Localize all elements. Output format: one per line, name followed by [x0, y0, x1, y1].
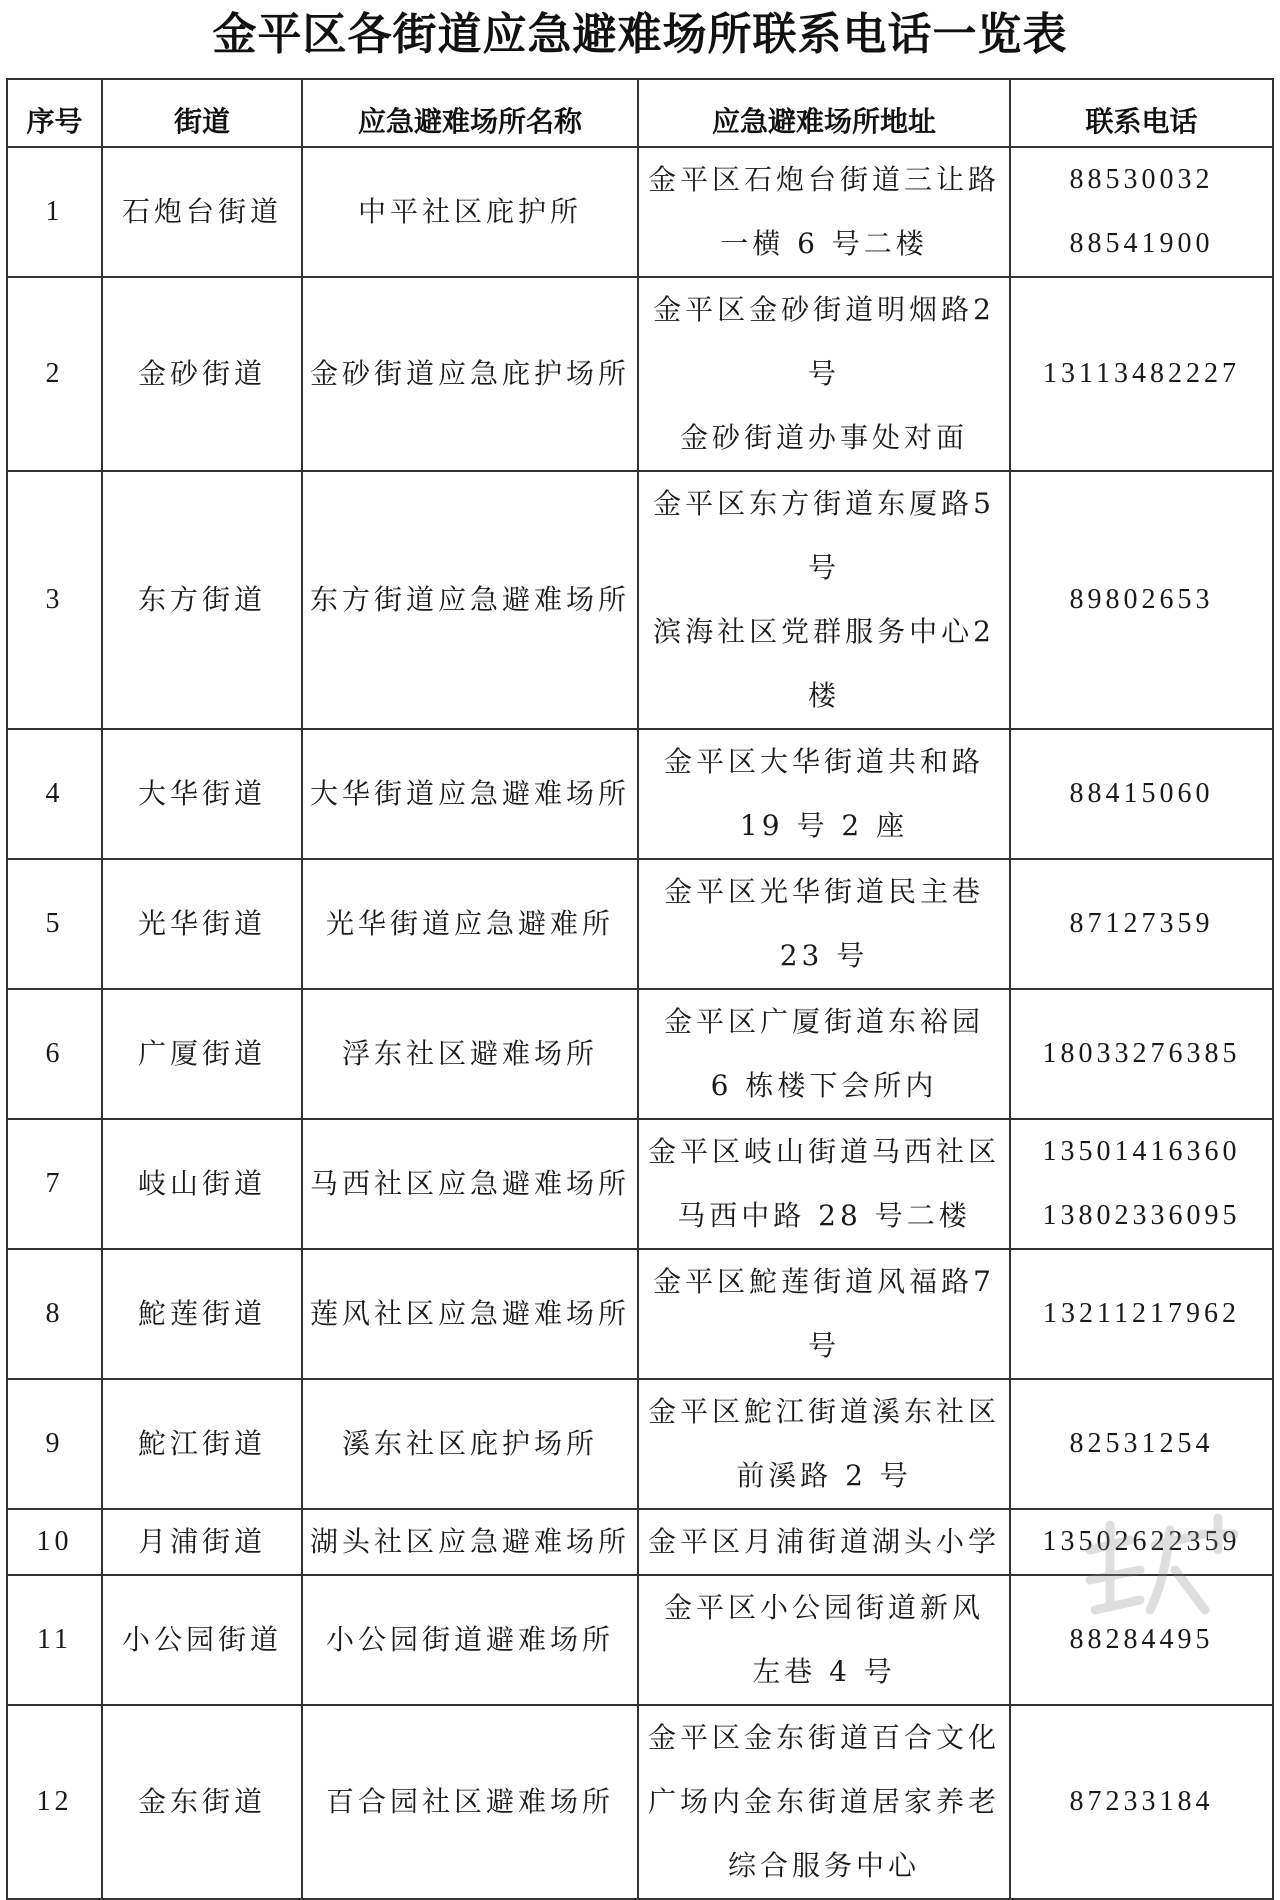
phone-number: 82531254: [1069, 1428, 1214, 1459]
header-shelter-name: 应急避难场所名称: [302, 79, 638, 147]
cell-index: 4: [7, 729, 102, 859]
phone-number: 88415060: [1069, 778, 1214, 809]
cell-phone: [1010, 989, 1273, 1119]
address-line: 一横 6 号二楼: [720, 227, 928, 260]
cell-shelter-name: 浮东社区避难场所: [302, 989, 638, 1119]
phone-number: 13113482227: [1043, 358, 1240, 389]
address-line: 左巷 4 号: [752, 1655, 896, 1688]
cell-index: 10: [7, 1509, 102, 1575]
cell-street: 小公园街道: [102, 1575, 302, 1705]
cell-phone: [1010, 471, 1273, 729]
cell-index: 7: [7, 1119, 102, 1249]
cell-phone: [1010, 1705, 1273, 1899]
cell-shelter-address: [638, 1379, 1010, 1509]
address-line: 6 栋楼下会所内: [710, 1069, 938, 1102]
header-shelter-address: 应急避难场所地址: [638, 79, 1010, 147]
address-line: 广场内金东街道居家养老: [647, 1785, 1000, 1818]
cell-shelter-name: 马西社区应急避难场所: [302, 1119, 638, 1249]
phone-number: 18033276385: [1042, 1038, 1241, 1069]
cell-street: 光华街道: [102, 859, 302, 989]
table-row: [7, 1705, 1273, 1899]
address-line: 金平区鮀莲街道风福路7号: [653, 1265, 995, 1362]
cell-shelter-name: 小公园街道避难场所: [302, 1575, 638, 1705]
address-line: 金平区鮀江街道溪东社区: [647, 1395, 1000, 1428]
cell-index: 1: [7, 147, 102, 277]
cell-phone: [1010, 729, 1273, 859]
table-row: [7, 1119, 1273, 1249]
cell-street: 月浦街道: [102, 1509, 302, 1575]
address-line: 19 号 2 座: [739, 809, 909, 842]
table-header-row: [7, 79, 1273, 147]
cell-shelter-address: [638, 1575, 1010, 1705]
cell-phone: [1010, 1119, 1273, 1249]
cell-shelter-name: 金砂街道应急庇护场所: [302, 277, 638, 471]
cell-shelter-address: [638, 1119, 1010, 1249]
cell-shelter-address: [638, 277, 1010, 471]
phone-number: 13802336095: [1042, 1200, 1241, 1231]
cell-street: 岐山街道: [102, 1119, 302, 1249]
cell-street: 东方街道: [102, 471, 302, 729]
cell-phone: [1010, 147, 1273, 277]
cell-street: 大华街道: [102, 729, 302, 859]
cell-index: 2: [7, 277, 102, 471]
cell-phone: [1010, 859, 1273, 989]
address-line: 金平区金东街道百合文化: [647, 1721, 1000, 1754]
cell-index: 9: [7, 1379, 102, 1509]
address-line: 金平区岐山街道马西社区: [647, 1135, 1000, 1168]
cell-street: 鮀江街道: [102, 1379, 302, 1509]
address-line: 滨海社区党群服务中心2楼: [653, 615, 995, 712]
cell-street: 石炮台街道: [102, 147, 302, 277]
cell-index: 11: [7, 1575, 102, 1705]
cell-shelter-name: 百合园社区避难场所: [302, 1705, 638, 1899]
cell-shelter-address: [638, 1509, 1010, 1575]
phone-number: 88530032: [1069, 164, 1214, 195]
cell-street: 金东街道: [102, 1705, 302, 1899]
cell-shelter-name: 东方街道应急避难场所: [302, 471, 638, 729]
cell-street: 鮀莲街道: [102, 1249, 302, 1379]
cell-shelter-address: [638, 147, 1010, 277]
cell-shelter-name: 中平社区庇护所: [302, 147, 638, 277]
cell-index: 12: [7, 1705, 102, 1899]
address-line: 金平区光华街道民主巷: [663, 875, 984, 908]
address-line: 金砂街道办事处对面: [679, 421, 968, 454]
cell-shelter-address: [638, 471, 1010, 729]
phone-number: 13211217962: [1043, 1298, 1240, 1329]
phone-number: 13502622359: [1042, 1526, 1241, 1557]
table-row: [7, 729, 1273, 859]
header-index: 序号: [7, 79, 102, 147]
table-row: [7, 277, 1273, 471]
phone-number: 88284495: [1069, 1624, 1214, 1655]
phone-number: 87127359: [1069, 908, 1214, 939]
address-line: 23 号: [779, 939, 869, 972]
address-line: 金平区东方街道东厦路5号: [653, 487, 995, 584]
header-phone: 联系电话: [1010, 79, 1273, 147]
cell-shelter-address: [638, 1249, 1010, 1379]
cell-index: 8: [7, 1249, 102, 1379]
cell-street: 金砂街道: [102, 277, 302, 471]
table-row: [7, 1249, 1273, 1379]
cell-shelter-address: [638, 989, 1010, 1119]
page-title: 金平区各街道应急避难场所联系电话一览表: [212, 9, 1068, 60]
address-line: 金平区石炮台街道三让路: [647, 163, 1000, 196]
cell-shelter-address: [638, 1705, 1010, 1899]
cell-shelter-name: 湖头社区应急避难场所: [302, 1509, 638, 1575]
phone-number: 87233184: [1069, 1786, 1214, 1817]
cell-index: 6: [7, 989, 102, 1119]
address-line: 前溪路 2 号: [736, 1459, 912, 1492]
table-row: [7, 147, 1273, 277]
address-line: 金平区大华街道共和路: [663, 745, 984, 778]
address-line: 金平区月浦街道湖头小学: [647, 1525, 1000, 1558]
table-row: [7, 1379, 1273, 1509]
table-row: [7, 859, 1273, 989]
address-line: 综合服务中心: [727, 1849, 920, 1882]
cell-phone: [1010, 1379, 1273, 1509]
cell-shelter-address: [638, 729, 1010, 859]
phone-number: 88541900: [1069, 228, 1214, 259]
nanfang-plus-logo-icon: [1070, 1510, 1240, 1630]
cell-index: 3: [7, 471, 102, 729]
table-row: [7, 471, 1273, 729]
table-body: [7, 147, 1273, 1899]
cell-shelter-name: 光华街道应急避难所: [302, 859, 638, 989]
address-line: 马西中路 28 号二楼: [677, 1199, 971, 1232]
phone-number: 13501416360: [1042, 1136, 1241, 1167]
cell-phone: [1010, 277, 1273, 471]
phone-number: 89802653: [1069, 584, 1214, 615]
cell-shelter-name: 大华街道应急避难场所: [302, 729, 638, 859]
address-line: 金平区小公园街道新风: [663, 1591, 984, 1624]
table-row: [7, 989, 1273, 1119]
cell-index: 5: [7, 859, 102, 989]
address-line: 金平区广厦街道东裕园: [663, 1005, 984, 1038]
cell-shelter-name: 溪东社区庇护场所: [302, 1379, 638, 1509]
cell-phone: [1010, 1249, 1273, 1379]
cell-shelter-name: 莲风社区应急避难场所: [302, 1249, 638, 1379]
address-line: 金平区金砂街道明烟路2号: [653, 293, 995, 390]
header-street: 街道: [102, 79, 302, 147]
cell-street: 广厦街道: [102, 989, 302, 1119]
cell-shelter-address: [638, 859, 1010, 989]
